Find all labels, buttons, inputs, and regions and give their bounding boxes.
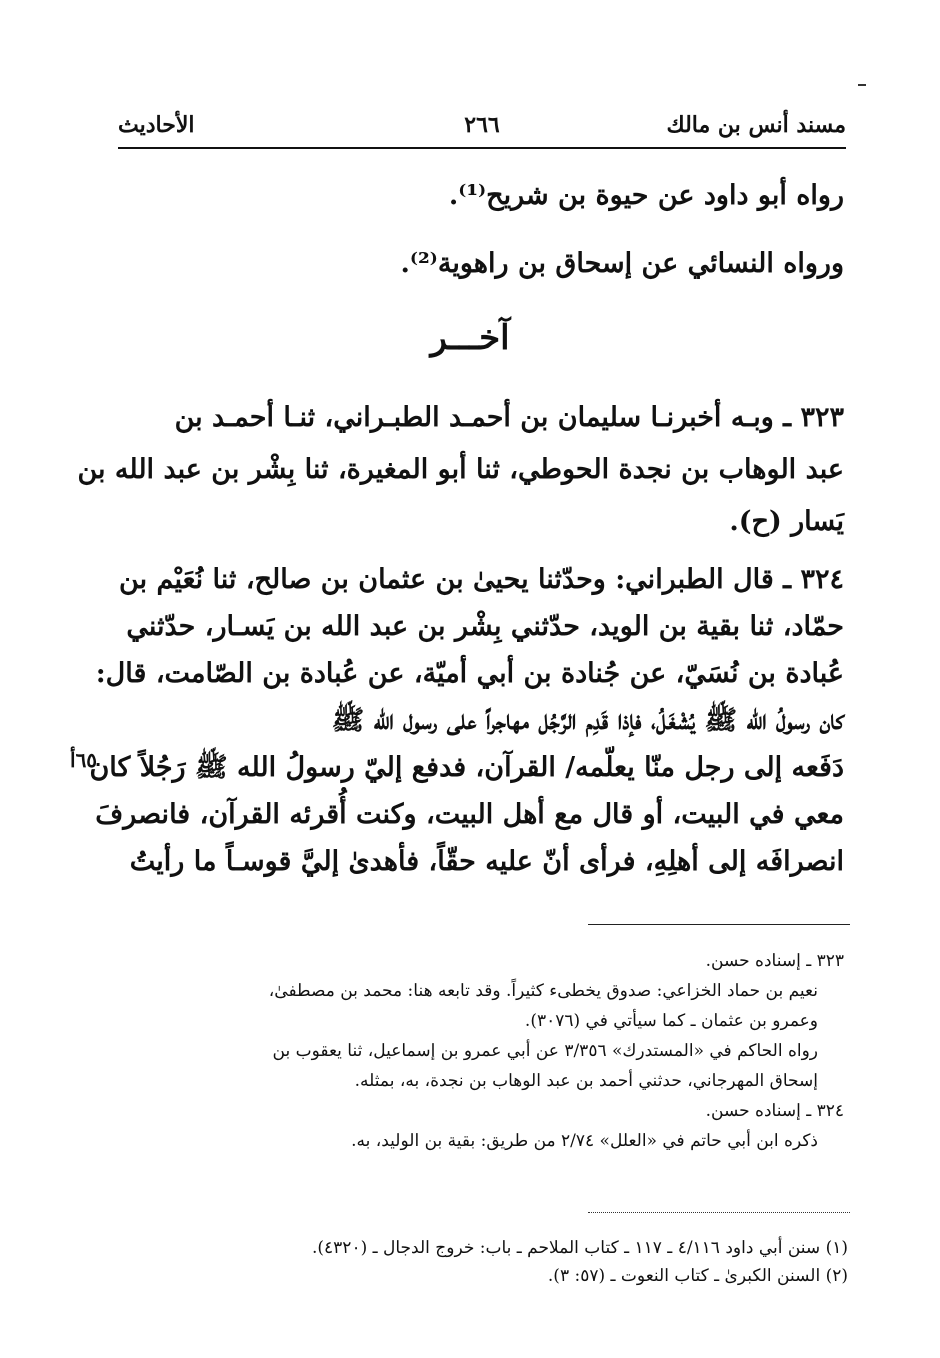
commentary-line: رواه الحاكم في «المستدرك» ٣/٣٥٦ عن أبي عمرو بن إسماعيل، ثنا يعقوب بن bbox=[272, 1041, 818, 1061]
intro-line-2 bbox=[118, 248, 844, 279]
hadith-323-line: يَسار (ح). bbox=[729, 506, 844, 537]
intro-line-1 bbox=[118, 180, 844, 211]
footnote-line: (٢) السنن الكبرىٰ ـ كتاب النعوت ـ (٥٧: ٣). bbox=[547, 1266, 848, 1286]
commentary-line: وعمرو بن عثمان ـ كما سيأتي في (٣٠٧٦). bbox=[524, 1011, 818, 1031]
hadith-323-line: ٣٢٣ ـ وبـه أخبرنـا سليمان بن أحمـد الطبـراني، ثنـا أحمـد بن bbox=[174, 402, 844, 433]
hadith-324-line: ٣٢٤ ـ قال الطبراني: وحدّثنا يحيىٰ بن عثمان بن صالح، ثنا نُعَيْم بن bbox=[119, 564, 844, 595]
hadith-323-line: عبد الوهاب بن نجدة الحوطي، ثنا أبو المغيرة، ثنا بِشْر بن عبد الله بن bbox=[77, 454, 844, 485]
hadith-324-line: دَفَعه إلى رجل منّا يعلّمه/ القرآن، فدفع إليّ رسولُ الله ﷺ رَجُلاً كان bbox=[89, 752, 844, 783]
book-title: مسند أنس بن مالك bbox=[666, 112, 846, 138]
scan-mark bbox=[858, 84, 866, 86]
margin-folio-note: ٦٥أ bbox=[70, 748, 98, 772]
commentary-line: ٣٢٣ ـ إسناده حسن. bbox=[705, 951, 844, 971]
hadith-324-line: حمّاد، ثنا بقية بن الويد، حدّثني بِشْر بن عبد الله بن يَسـار، حدّثني bbox=[126, 611, 844, 642]
page-number: ٢٦٦ bbox=[464, 112, 500, 138]
hadith-324 bbox=[89, 556, 844, 885]
hadith-324-line: انصرافَه إلى أهلِهِ، فرأى أنّ عليه حقّاً، فأهدىٰ إليَّ قوسـاً ما رأيتُ bbox=[129, 846, 844, 877]
header-rule bbox=[118, 147, 846, 149]
commentary-rule bbox=[588, 924, 850, 925]
commentary-line: نعيم بن حماد الخزاعي: صدوق يخطىء كثيراً. وقد تابعه هنا: محمد بن مصطفىٰ، bbox=[268, 981, 818, 1001]
intro-line-1-text: رواه أبو داود عن حيوة بن شريح⁽¹⁾. bbox=[448, 180, 844, 211]
running-header bbox=[118, 112, 846, 146]
footnote-rule bbox=[588, 1212, 850, 1213]
hadith-324-line: معي في البيت، أو قال مع أهل البيت، وكنت أُقرئه القرآن، فانصرفَ bbox=[95, 799, 844, 830]
hadith-323 bbox=[77, 392, 844, 548]
intro-line-2-text: ورواه النسائي عن إسحاق بن راهوية⁽²⁾. bbox=[400, 248, 844, 279]
commentary-line: ٣٢٤ ـ إسناده حسن. bbox=[705, 1101, 844, 1121]
section-heading: آخـــر bbox=[430, 318, 510, 358]
footnotes bbox=[118, 1234, 848, 1290]
hadith-324-line: عُبادة بن نُسَيّ، عن جُنادة بن أبي أميّة، عن عُبادة بن الصّامت، قال: bbox=[95, 658, 844, 689]
commentary-line: ذكره ابن أبي حاتم في «العلل» ٢/٧٤ من طريق: بقية بن الوليد، به. bbox=[351, 1131, 818, 1151]
hadith-324-line: كان رسولُ الله ﷺ يُشْغَلُ، فإذا قَدِم الرَّجُل مهاجراً على رسول الله ﷺ bbox=[331, 705, 844, 736]
section-title: الأحاديث bbox=[118, 112, 195, 138]
commentary-notes bbox=[118, 946, 844, 1156]
commentary-line: إسحاق المهرجاني، حدثني أحمد بن عبد الوهاب بن نجدة، به، بمثله. bbox=[354, 1071, 818, 1091]
footnote-line: (١) سنن أبي داود ٤/١١٦ ـ ١١٧ ـ كتاب الملاحم ـ باب: خروج الدجال ـ (٤٣٢٠). bbox=[312, 1238, 848, 1258]
